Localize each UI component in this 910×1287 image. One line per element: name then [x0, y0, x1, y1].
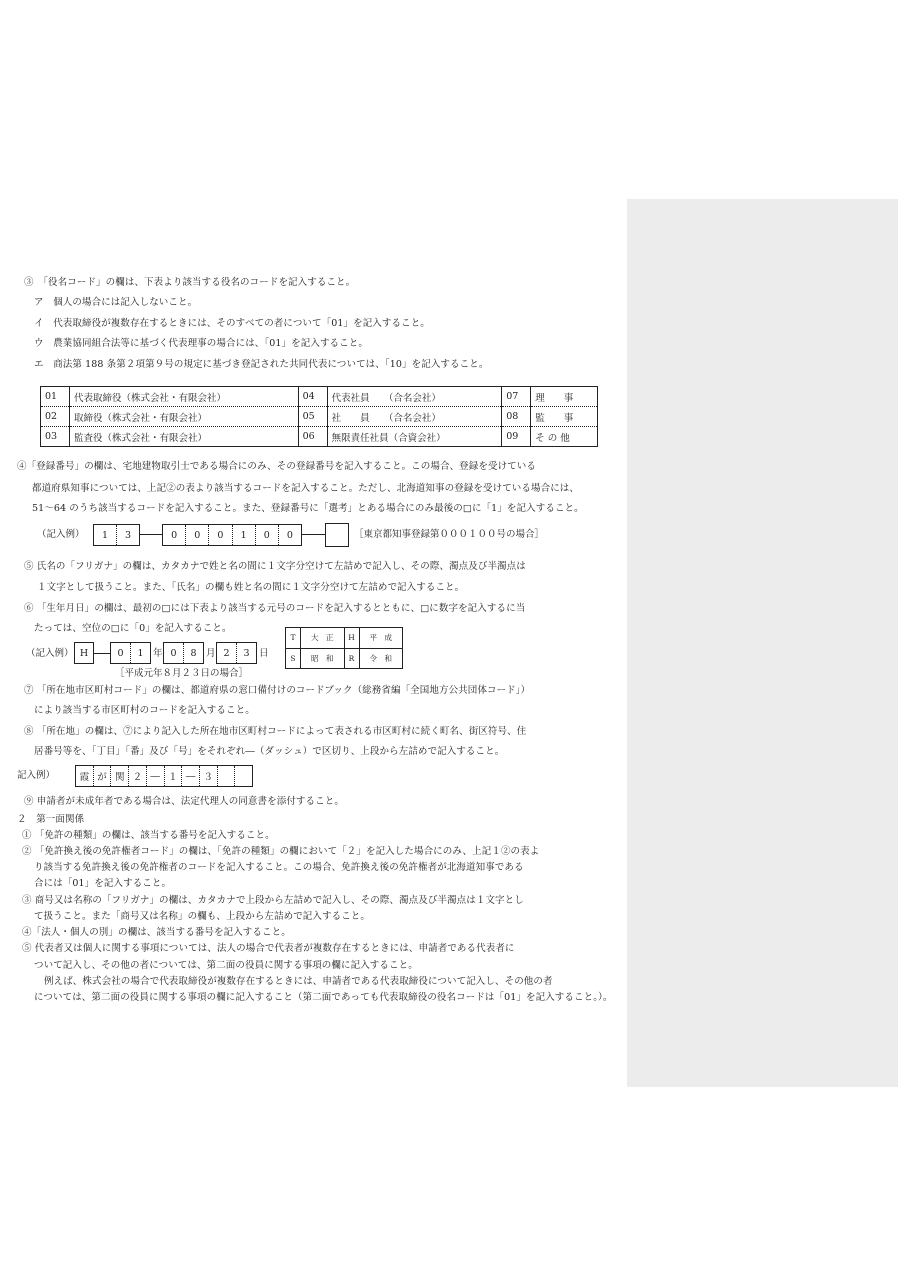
part2-item-3-line: て扱うこと。また「商号又は名称」の欄も、上段から左詰めで記入すること。: [34, 911, 371, 922]
table-row: [41, 387, 598, 407]
digit-cell: 3: [243, 647, 250, 659]
part2-item-5-line: 例えば、株式会社の場合で代表取締役が複数存在するときには、申請者である代表取締役について記入し、その他の者: [44, 976, 553, 987]
section9-title: ⑨ 申請者が未成年者である場合は、法定代理人の同意書を添付すること。: [24, 796, 344, 807]
part2-item-5-line: ついて記入し、その他の者については、第二面の役員に関する事項の欄に記入すること。: [34, 960, 418, 971]
section6-title: ⑥ 「生年月日」の欄は、最初の□には下表より該当する元号のコードを記入するとともに、□に数字を記入するに当: [24, 603, 526, 614]
era-name: 昭 和: [301, 648, 345, 669]
part2-item-3: ③ 商号又は名称の「フリガナ」の欄は、カタカナで上段から左詰めで記入し、その際、濁点及び半濁点は１文字とし: [22, 895, 524, 906]
role-code: 07: [502, 387, 531, 407]
era-code: S: [286, 648, 301, 669]
char-cell: ―: [147, 766, 165, 786]
role-code: 02: [41, 407, 70, 427]
era-code: T: [286, 628, 301, 649]
digit-cell: 3: [124, 529, 132, 541]
part2-item-2-line: 合には「01」を記入すること。: [34, 878, 172, 889]
role-name: 代表取締役（株式会社・有限会社）: [70, 387, 299, 407]
section3-item-a: ア 個人の場合には記入しないこと。: [34, 297, 198, 308]
digit-cell: 0: [163, 525, 186, 545]
reg-number-box: [162, 524, 302, 546]
char-cell: [235, 766, 252, 786]
example-label: （記入例）: [26, 648, 74, 659]
example-label: （記入例）: [37, 529, 85, 540]
connector-line: [140, 534, 162, 535]
section5-line: １文字として扱うこと。また、「氏名」の欄も姓と名の間に１文字分空けて左詰めで記入すること。: [37, 582, 465, 593]
role-name: 代表社員 （合名会社）: [327, 387, 502, 407]
section4-title: ④「登録番号」の欄は、宅地建物取引士である場合にのみ、その登録番号を記入すること。この場合、登録を受けている: [17, 461, 536, 472]
era-cell: H: [79, 647, 89, 659]
table-row: [286, 648, 403, 669]
section8-line: 居番号等を、「丁目」「番」及び「号」をそれぞれ―（ダッシュ）で区切り、上段から左詰めで記入すること。: [34, 746, 505, 757]
char-cell: １: [165, 766, 183, 786]
part2-item-5-line: については、第二面の役員に関する事項の欄に記入すること（第二面であっても代表取締役の役名コードは「01」を記入すること。）。: [34, 992, 613, 1003]
role-code: 06: [298, 427, 327, 447]
connector-line: [302, 534, 325, 535]
example-label: 記入例）: [17, 770, 56, 781]
table-row: [41, 427, 598, 447]
section3-item-i: イ 代表取締役が複数存在するときには、そのすべての者について「01」を記入すること。: [34, 318, 430, 329]
digit-cell: 1: [137, 647, 144, 659]
selection-box: [325, 523, 349, 547]
role-name: 無限責任社員（合資会社）: [327, 427, 502, 447]
month-unit: 月: [206, 648, 216, 659]
digit-cell: 0: [164, 643, 184, 663]
era-name: 大 正: [301, 628, 345, 649]
address-box: [75, 765, 253, 787]
char-cell: 霞: [76, 766, 94, 786]
role-code: 09: [502, 427, 531, 447]
section7-title: ⑦ 「所在地市区町村コード」の欄は、都道府県の窓口備付けのコードブック（総務省編「全国地方公共団体コード」）: [24, 685, 531, 696]
section6-line: たっては、空位の□に「0」を記入すること。: [34, 623, 232, 634]
era-name: 平 成: [359, 628, 403, 649]
section3-title: ③ 「役名コード」の欄は、下表より該当する役名のコードを記入すること。: [24, 277, 356, 288]
day-box: [216, 642, 257, 664]
role-code: 04: [298, 387, 327, 407]
role-name: 理 事: [531, 387, 598, 407]
digit-cell: 0: [286, 529, 293, 541]
section4-line: 51～64 のうち該当するコードを記入すること。また、登録番号に「選考」とある場合にのみ最後の□に「1」を記入すること。: [32, 503, 584, 514]
section3-item-e: エ 商法第 188 条第２項第９号の規定に基づき登記された共同代表については、「10」を記入すること。: [34, 359, 489, 370]
digit-cell: 0: [111, 643, 131, 663]
era-name: 令 和: [359, 648, 403, 669]
side-panel: [627, 199, 898, 1087]
part2-item-5: ⑤ 代表者又は個人に関する事項については、法人の場合で代表者が複数存在するときには、申請者である代表者に: [22, 943, 515, 954]
era-code-table: [285, 627, 403, 669]
part2-item-2-line: り該当する免許換え後の免許権者のコードを記入すること。この場合、免許換え後の免許権者が北海道知事である: [34, 862, 524, 873]
char-cell: ―: [182, 766, 200, 786]
role-code: 05: [298, 407, 327, 427]
role-name: そ の 他: [531, 427, 598, 447]
digit-cell: 0: [186, 525, 209, 545]
digit-cell: 2: [217, 643, 237, 663]
char-cell: ３: [200, 766, 218, 786]
pref-code-box: [93, 524, 140, 546]
section5-title: ⑤ 氏名の「フリガナ」の欄は、カタカナで姓と名の間に１文字分空けて左詰めで記入し、その際、濁点及び半濁点は: [24, 561, 526, 572]
digit-cell: 0: [256, 525, 279, 545]
section7-line: により該当する市区町村のコードを記入すること。: [34, 705, 255, 716]
part2-item-1: ① 「免許の種類」の欄は、該当する番号を記入すること。: [22, 830, 275, 841]
digit-cell: 1: [94, 525, 117, 545]
digit-cell: [326, 524, 348, 546]
digit-cell: 0: [209, 525, 232, 545]
role-code: 03: [41, 427, 70, 447]
digit-cell: 8: [190, 647, 197, 659]
role-name: 監 事: [531, 407, 598, 427]
connector-line: [94, 653, 110, 654]
part2-item-2: ② 「免許換え後の免許権者コード」の欄は、「免許の種類」の欄において「２」を記入した場合にのみ、上記１②の表よ: [22, 846, 540, 857]
era-code: R: [344, 648, 359, 669]
section8-title: ⑧ 「所在地」の欄は、⑦により記入した所在地市区町村コードによって表される市区町村に続く町名、街区符号、住: [24, 726, 527, 737]
section4-line: 都道府県知事については、上記②の表より該当するコードを記入すること。ただし、北海道知事の登録を受けている場合には、: [32, 483, 580, 494]
day-unit: 日: [259, 648, 269, 659]
table-row: [41, 407, 598, 427]
role-code: 01: [41, 387, 70, 407]
char-cell: 関: [111, 766, 129, 786]
role-code: 08: [502, 407, 531, 427]
char-cell: [218, 766, 236, 786]
era-box: [74, 642, 94, 664]
role-name: 監査役（株式会社・有限会社）: [70, 427, 299, 447]
table-row: [286, 628, 403, 649]
role-name: 取締役（株式会社・有限会社）: [70, 407, 299, 427]
role-code-table: [40, 386, 598, 447]
year-unit: 年: [153, 648, 163, 659]
role-name: 社 員 （合名会社）: [327, 407, 502, 427]
section3-item-u: ウ 農業協同組合法等に基づく代表理事の場合には、「01」を記入すること。: [34, 338, 368, 349]
part2-item-4: ④「法人・個人の別」の欄は、該当する番号を記入すること。: [22, 927, 291, 938]
example-note: ［平成元年８月２３日の場合］: [115, 668, 249, 679]
era-code: H: [344, 628, 359, 649]
month-box: [163, 642, 204, 664]
char-cell: ２: [129, 766, 147, 786]
example-note: ［東京都知事登録第０００１００号の場合］: [354, 529, 545, 540]
digit-cell: 1: [233, 525, 256, 545]
year-box: [110, 642, 151, 664]
part2-heading: ２ 第一面関係: [17, 814, 85, 825]
char-cell: が: [94, 766, 112, 786]
